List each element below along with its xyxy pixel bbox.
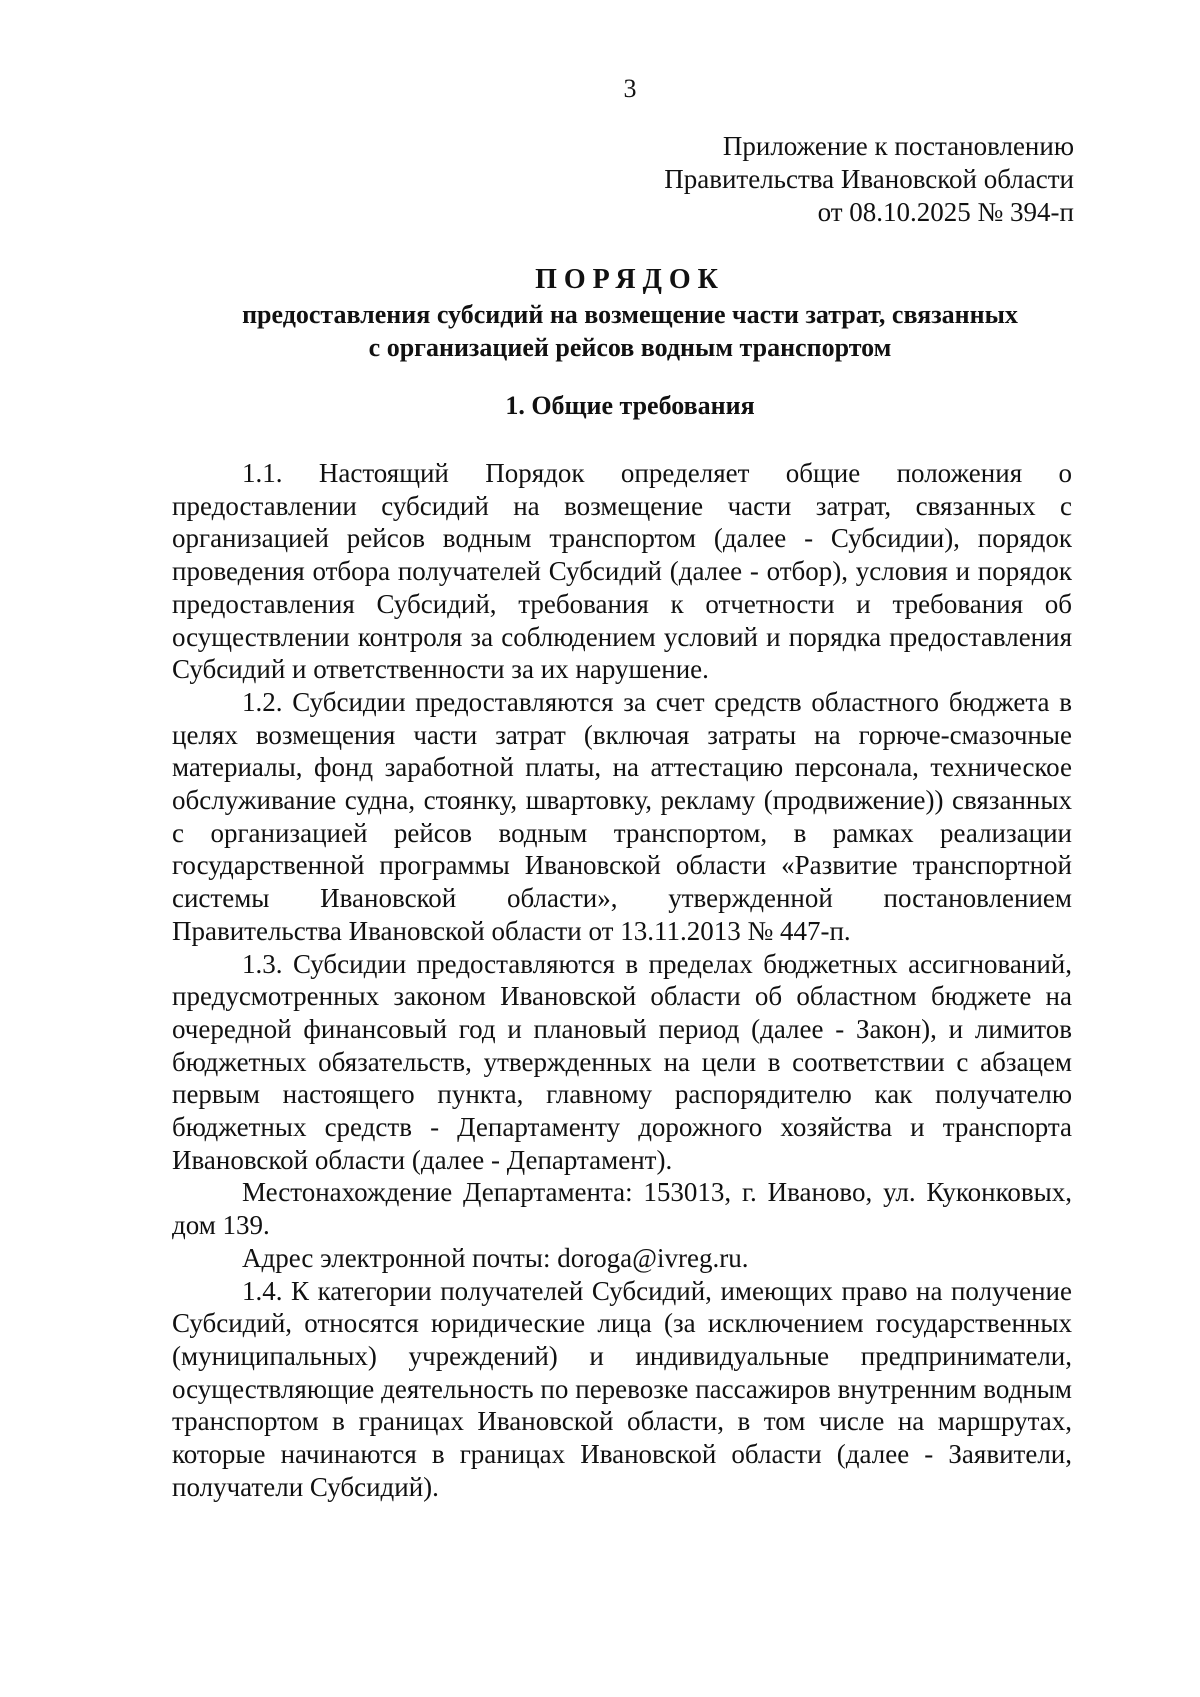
paragraph-1-3: 1.3. Субсидии предоставляются в пределах бюджетных ассигнований, предусмотренных законом Ивановской области об областном бюджете на очередной финансовый год и плановый период (далее - Закон), и лимитов бюджетных обязательств, утвержденных на цели в соответствии с абзацем первым настоящего пункта, главному распорядителю как получателю бюджетных средств - Департаменту дорожного хозяйства и транспорта Ивановской области (далее - Департамент). [172, 948, 1072, 1175]
appendix-line-3: от 08.10.2025 № 394-п [817, 197, 1074, 227]
document-subtitle-line-1: предоставления субсидий на возмещение части затрат, связанных [242, 300, 1018, 329]
paragraph-location: Местонахождение Департамента: 153013, г. Иваново, ул. Куконковых, дом 139. [172, 1177, 1072, 1241]
paragraph-email: Адрес электронной почты: doroga@ivreg.ru. [242, 1242, 749, 1273]
document-body [172, 457, 1072, 1504]
document-title: ПОРЯДОК [535, 264, 725, 295]
paragraph-1-4: 1.4. К категории получателей Субсидий, имеющих право на получение Субсидий, относятся юридические лица (за исключением государственных (муниципальных) учреждений) и индивидуальные предприниматели, осуществляющие деятельность по перевозке пассажиров внутренним водным транспортом в границах Ивановской области, в том числе на маршрутах, которые начинаются в границах Ивановской области (далее - Заявители, получатели Субсидий). [172, 1275, 1072, 1502]
appendix-line-2: Правительства Ивановской области [664, 164, 1074, 194]
appendix-line-1: Приложение к постановлению [722, 131, 1074, 161]
appendix-note [664, 130, 1074, 229]
paragraph-1-2: 1.2. Субсидии предоставляются за счет средств областного бюджета в целях возмещения части затрат (включая затраты на горюче-смазочные материалы, фонд заработной платы, на аттестацию персонала, техническое обслуживание судна, стоянку, швартовку, рекламу (продвижение)) связанных с организацией рейсов водным транспортом, в рамках реализации государственной программы Ивановской области «Развитие транспортной системы Ивановской области», утвержденной постановлением Правительства Ивановской области от 13.11.2013 № 447-п. [172, 686, 1072, 946]
paragraph-1-1: 1.1. Настоящий Порядок определяет общие положения о предоставлении субсидий на возмещение части затрат, связанных с организацией рейсов водным транспортом (далее - Субсидии), порядок проведения отбора получателей Субсидий (далее - отбор), условия и порядок предоставления Субсидий, требования к отчетности и требования об осуществлении контроля за соблюдением условий и порядка предоставления Субсидий и ответственности за их нарушение. [172, 458, 1072, 685]
section-heading: 1. Общие требования [505, 391, 755, 420]
document-title-block [130, 262, 1130, 364]
document-subtitle-line-2: с организацией рейсов водным транспортом [368, 333, 892, 362]
page-number: 3 [623, 74, 637, 103]
